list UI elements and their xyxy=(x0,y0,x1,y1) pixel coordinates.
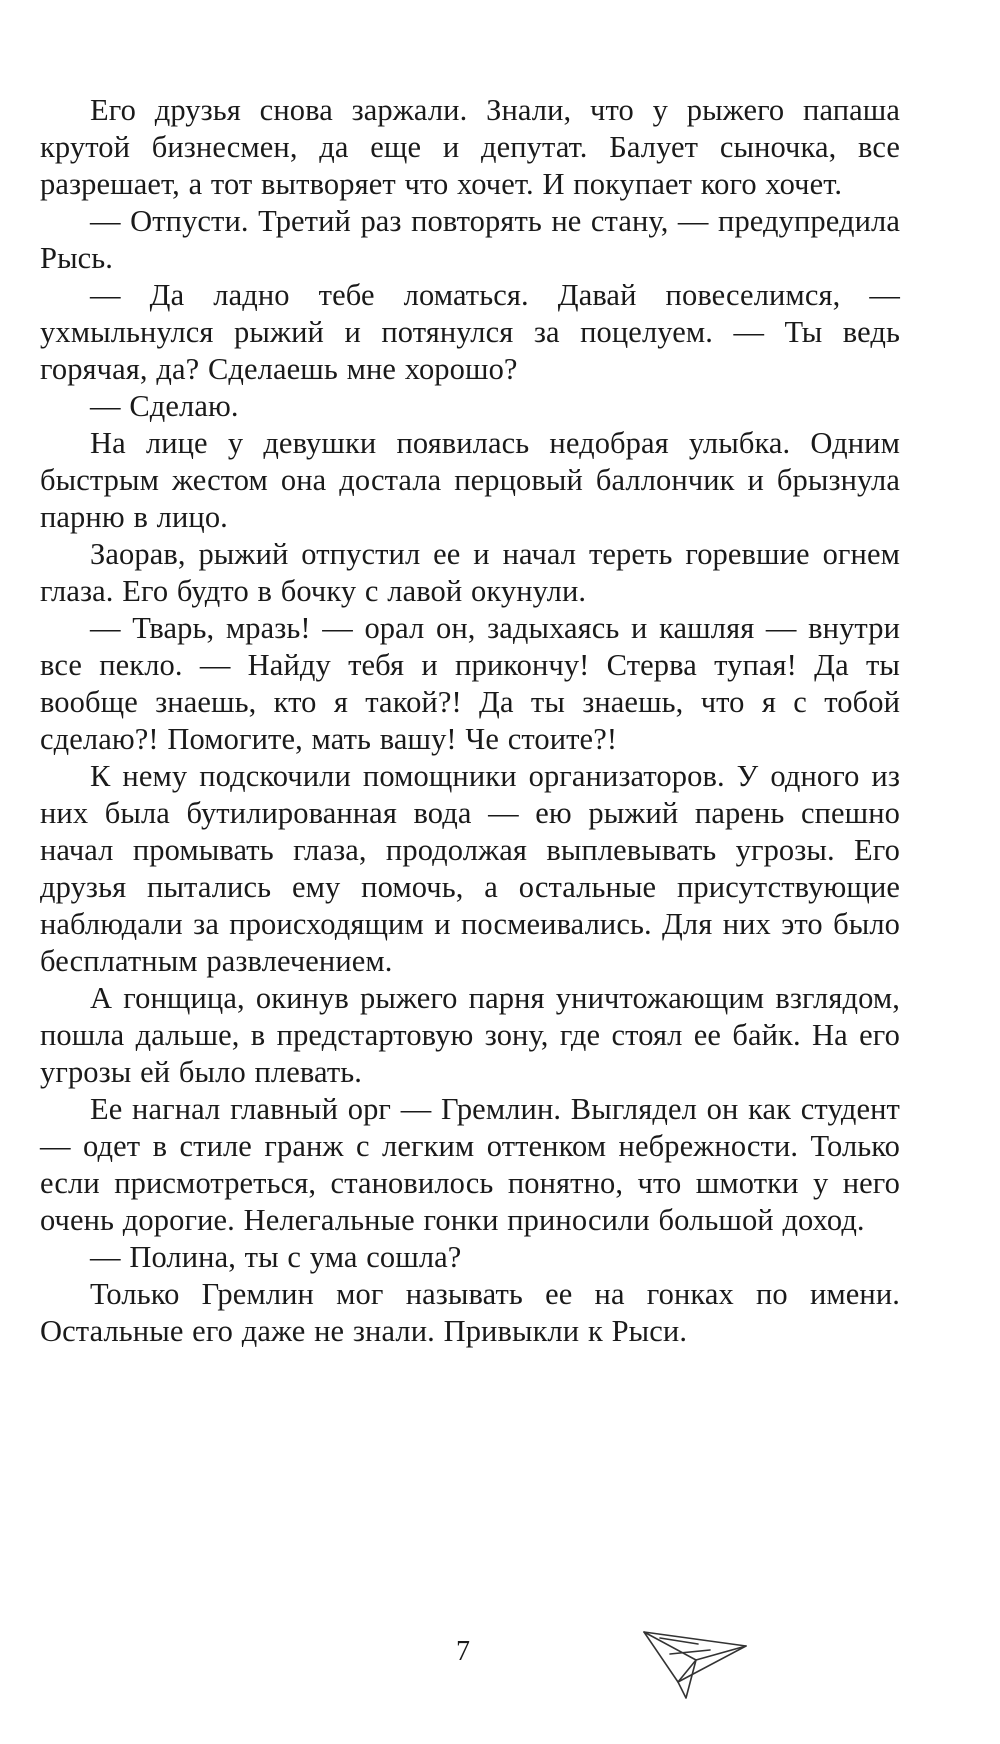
paragraph: — Сделаю. xyxy=(90,389,239,423)
paragraph: — Тварь, мразь! — орал он, задыхаясь и кашляя — внутри все пекло. — Найду тебя и прикончу! Стерва тупая! Да ты вообще знаешь, кто я такой?! Да ты знаешь, что я с тобой сделаю?! Помогите, мать вашу! Че стоите?! xyxy=(40,611,900,756)
paragraph: — Отпусти. Третий раз повторять не стану, — предупредила Рысь. xyxy=(40,204,900,275)
paragraph: — Полина, ты с ума сошла? xyxy=(90,1240,462,1274)
paragraph: Только Гремлин мог называть ее на гонках по имени. Остальные его даже не знали. Привыкли к Рыси. xyxy=(40,1277,900,1348)
page-number: 7 xyxy=(456,1636,470,1667)
paragraph: А гонщица, окинув рыжего парня уничтожающим взглядом, пошла дальше, в предстартовую зону, где стоял ее байк. На его угрозы ей было плевать. xyxy=(40,981,900,1089)
paragraph: К нему подскочили помощники организаторов. У одного из них была бутилированная вода — ею рыжий парень спешно начал промывать глаза, продолжая выплевывать угрозы. Его друзья пытались ему помочь, а остальные присутствующие наблюдали за происходящим и посмеивались. Для них это было бесплатным развлечением. xyxy=(40,759,900,978)
paragraph: Заорав, рыжий отпустил ее и начал тереть горевшие огнем глаза. Его будто в бочку с лавой окунули. xyxy=(40,537,900,608)
paragraph: На лице у девушки появилась недобрая улыбка. Одним быстрым жестом она достала перцовый баллончик и брызнула парню в лицо. xyxy=(40,426,900,534)
paragraph: — Да ладно тебе ломаться. Давай повеселимся, — ухмыльнулся рыжий и потянулся за поцелуем. — Ты ведь горячая, да? Сделаешь мне хорошо? xyxy=(40,278,900,386)
paper-plane-icon xyxy=(640,1620,750,1700)
page-text xyxy=(40,92,900,1350)
paragraph: Ее нагнал главный орг — Гремлин. Выглядел он как студент — одет в стиле гранж с легким оттенком небрежности. Только если присмотреться, становилось понятно, что шмотки у него очень дорогие. Нелегальные гонки приносили большой доход. xyxy=(40,1092,900,1237)
paragraph: Его друзья снова заржали. Знали, что у рыжего папаша крутой бизнесмен, да еще и депутат. Балует сыночка, все разрешает, а тот вытворяет что хочет. И покупает кого хочет. xyxy=(40,93,900,201)
page-footer xyxy=(0,1590,1000,1700)
